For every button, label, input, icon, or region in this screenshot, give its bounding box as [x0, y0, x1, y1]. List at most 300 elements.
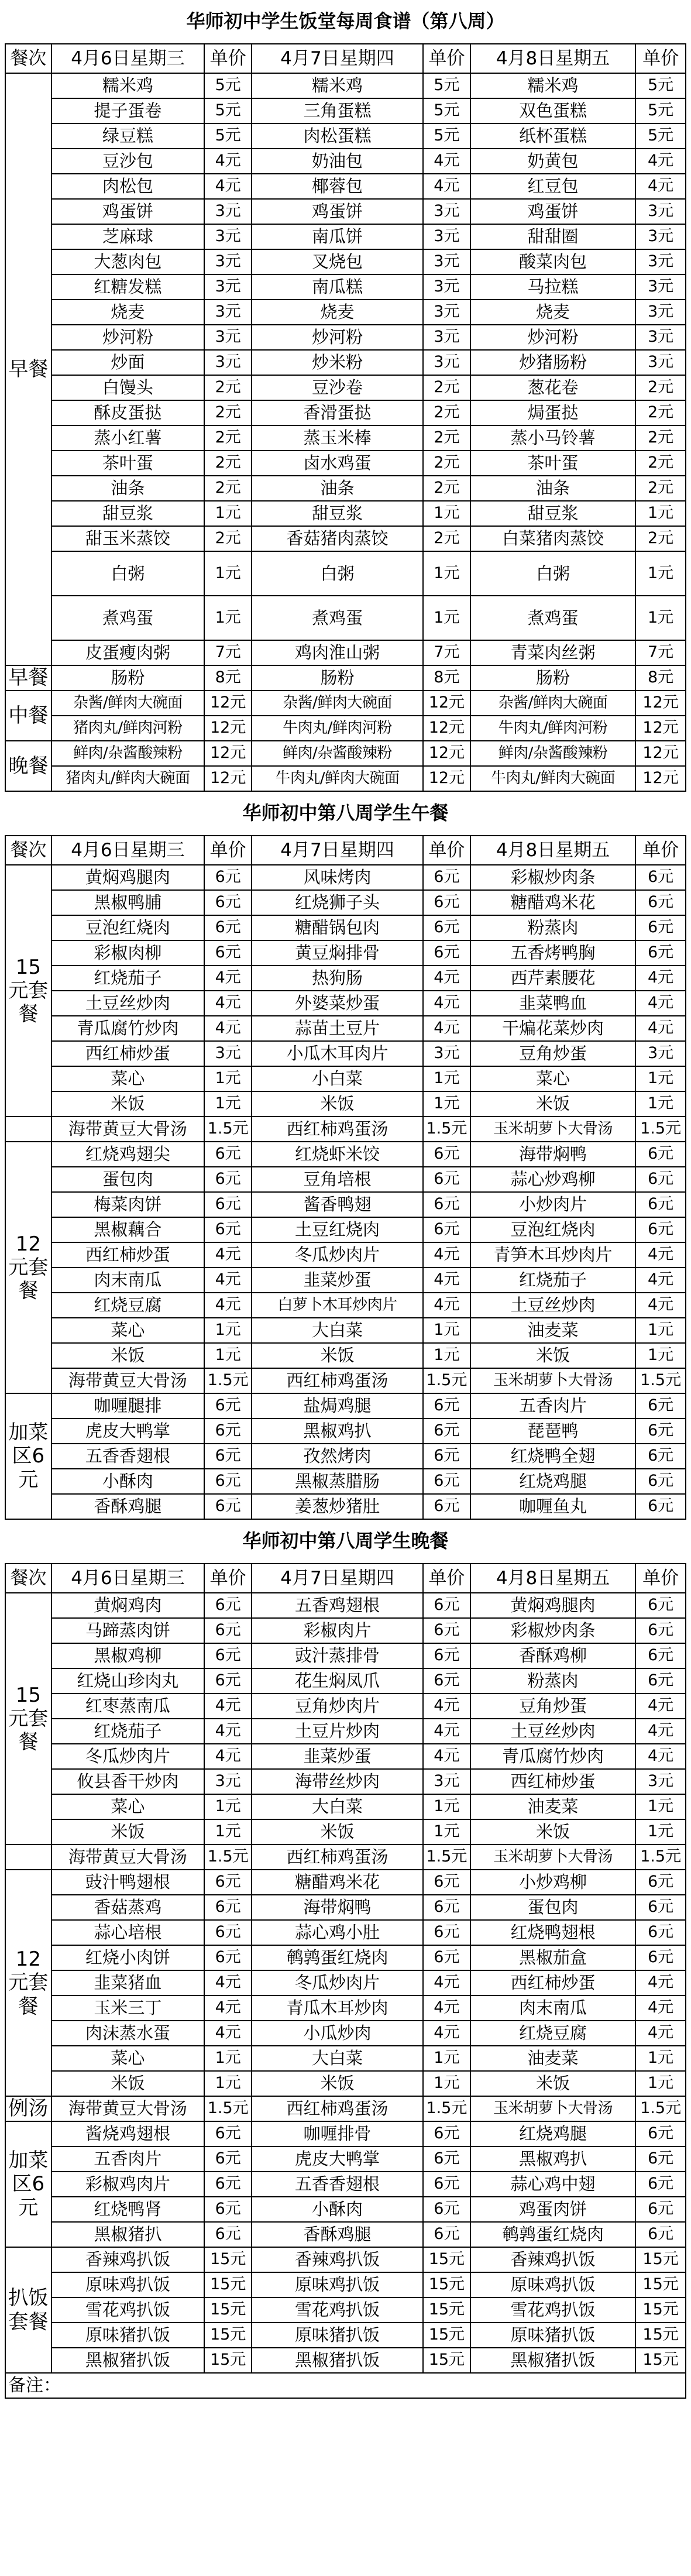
- menu-row: [5, 1945, 686, 1970]
- price-cell: 6元: [204, 1444, 252, 1469]
- price-cell: 6元: [635, 1469, 686, 1494]
- price-header: 单价: [204, 44, 252, 73]
- price-cell: 5元: [423, 98, 470, 123]
- menu-row: [5, 2323, 686, 2348]
- dish-cell: 鸡蛋肉饼: [470, 2197, 635, 2222]
- menu-row: [5, 2297, 686, 2323]
- dish-cell: 海带焖鸭: [470, 1142, 635, 1167]
- menu-row: [5, 991, 686, 1016]
- section-title: 华师初中第八周学生午餐: [242, 802, 449, 825]
- price-cell: 6元: [635, 1668, 686, 1694]
- menu-row: [5, 1643, 686, 1668]
- menu-row: [5, 2071, 686, 2096]
- dish-cell: 白菜猪肉蒸饺: [470, 526, 635, 551]
- meal-category: 早餐: [5, 73, 51, 665]
- price-cell: 3元: [204, 199, 252, 224]
- menu-row: [5, 400, 686, 425]
- dish-cell: 五香香翅根: [252, 2172, 423, 2197]
- dish-cell: 蒸玉米棒: [252, 425, 423, 451]
- price-cell: 6元: [204, 2222, 252, 2247]
- dish-cell: 琵琶鸭: [470, 1418, 635, 1444]
- dish-cell: 炒河粉: [252, 325, 423, 350]
- dish-cell: 鸡蛋饼: [51, 199, 205, 224]
- dish-cell: 韭菜猪血: [51, 1970, 205, 1995]
- dish-cell: 玉米胡萝卜大骨汤: [470, 1845, 635, 1870]
- price-cell: 2元: [635, 476, 686, 501]
- meal-category: 12元套餐: [5, 1870, 51, 2096]
- dish-cell: 葱花卷: [470, 375, 635, 400]
- price-cell: 4元: [204, 991, 252, 1016]
- price-cell: 3元: [635, 249, 686, 274]
- price-cell: 3元: [423, 350, 470, 375]
- price-cell: 6元: [635, 1393, 686, 1418]
- dish-cell: 鸡蛋饼: [470, 199, 635, 224]
- price-header: 单价: [635, 1564, 686, 1593]
- dish-cell: 油条: [470, 476, 635, 501]
- dish-cell: 西红柿鸡蛋汤: [252, 1117, 423, 1142]
- dish-cell: 土豆片炒肉: [252, 1719, 423, 1744]
- meal-category: 晚餐: [5, 741, 51, 791]
- menu-row: [5, 1719, 686, 1744]
- dish-cell: 粉蒸肉: [470, 915, 635, 940]
- section-title-row: [5, 1519, 686, 1564]
- price-cell: 6元: [423, 1895, 470, 1920]
- dish-cell: 焗蛋挞: [470, 400, 635, 425]
- price-cell: 15元: [423, 2297, 470, 2323]
- dish-cell: 西红柿炒蛋: [51, 1242, 205, 1268]
- dish-cell: 彩椒肉柳: [51, 940, 205, 966]
- price-cell: 5元: [204, 123, 252, 149]
- dish-cell: 玉米胡萝卜大骨汤: [470, 1117, 635, 1142]
- dish-cell: 鲜肉/杂酱酸辣粉: [470, 741, 635, 766]
- dish-cell: 红烧鸡翅尖: [51, 1142, 205, 1167]
- price-cell: 6元: [423, 1469, 470, 1494]
- price-cell: 6元: [635, 2172, 686, 2197]
- dish-cell: 米饭: [470, 1819, 635, 1845]
- price-header: 单价: [635, 44, 686, 73]
- price-cell: 6元: [635, 1895, 686, 1920]
- section-title: 华师初中第八周学生晚餐: [242, 1530, 449, 1553]
- price-cell: 1.5元: [204, 2096, 252, 2121]
- price-cell: 4元: [204, 1970, 252, 1995]
- price-cell: 1元: [635, 551, 686, 596]
- dish-cell: 甜豆浆: [252, 501, 423, 526]
- price-cell: 6元: [423, 2222, 470, 2247]
- dish-cell: 肉末南瓜: [470, 1995, 635, 2021]
- menu-row: [5, 1393, 686, 1418]
- menu-row: [5, 1895, 686, 1920]
- date-header: 4月6日星期三: [51, 836, 205, 865]
- dish-cell: 姜葱炒猪肚: [252, 1494, 423, 1519]
- price-cell: 3元: [423, 1769, 470, 1794]
- dish-cell: 红烧虾米饺: [252, 1142, 423, 1167]
- price-cell: 4元: [423, 149, 470, 174]
- dish-cell: 红烧鸡腿: [470, 2121, 635, 2146]
- dish-cell: 红烧鸭全翅: [470, 1444, 635, 1469]
- dish-cell: 猪肉丸/鲜肉河粉: [51, 716, 205, 741]
- price-cell: 4元: [204, 2021, 252, 2046]
- price-cell: 4元: [635, 1293, 686, 1318]
- price-cell: 3元: [204, 249, 252, 274]
- price-cell: 6元: [204, 1192, 252, 1217]
- dish-cell: 炒面: [51, 350, 205, 375]
- menu-row: [5, 526, 686, 551]
- price-cell: 1元: [423, 1318, 470, 1343]
- menu-row: [5, 476, 686, 501]
- price-cell: 6元: [423, 1945, 470, 1970]
- price-header: 单价: [423, 44, 470, 73]
- dish-cell: 青瓜腐竹炒肉: [470, 1744, 635, 1769]
- price-cell: 15元: [635, 2272, 686, 2297]
- dish-cell: 豆角炒蛋: [470, 1041, 635, 1066]
- dish-cell: 酱香鸭翅: [252, 1192, 423, 1217]
- menu-row: [5, 2247, 686, 2272]
- menu-row: [5, 1293, 686, 1318]
- dish-cell: 油麦菜: [470, 2046, 635, 2071]
- menu-row: [5, 1494, 686, 1519]
- menu-row: [5, 1016, 686, 1041]
- menu-row: [5, 691, 686, 716]
- price-cell: 4元: [204, 1995, 252, 2021]
- price-cell: 1元: [635, 501, 686, 526]
- dish-cell: 米饭: [470, 2071, 635, 2096]
- menu-table: [5, 0, 686, 2399]
- price-cell: 6元: [423, 1192, 470, 1217]
- dish-cell: 油条: [51, 476, 205, 501]
- dish-cell: 西红柿鸡蛋汤: [252, 1368, 423, 1393]
- dish-cell: 白馒头: [51, 375, 205, 400]
- price-cell: 2元: [635, 425, 686, 451]
- price-cell: 1元: [204, 1318, 252, 1343]
- price-cell: 12元: [423, 716, 470, 741]
- price-cell: 6元: [204, 1643, 252, 1668]
- dish-cell: 红烧小肉饼: [51, 1945, 205, 1970]
- dish-cell: 小酥肉: [51, 1469, 205, 1494]
- dish-cell: 香酥鸡柳: [470, 1643, 635, 1668]
- dish-cell: 西红柿鸡蛋汤: [252, 1845, 423, 1870]
- section-title-row: [5, 0, 686, 44]
- price-cell: 3元: [204, 325, 252, 350]
- price-cell: 1元: [204, 1819, 252, 1845]
- dish-cell: 盐焗鸡腿: [252, 1393, 423, 1418]
- dish-cell: 小炒鸡柳: [470, 1870, 635, 1895]
- price-cell: 8元: [423, 665, 470, 691]
- dish-cell: 鹌鹑蛋红烧肉: [470, 2222, 635, 2247]
- menu-row: [5, 1066, 686, 1091]
- meal-category: 15元套餐: [5, 865, 51, 1117]
- menu-row: [5, 640, 686, 665]
- menu-row: [5, 2146, 686, 2172]
- dish-cell: 叉烧包: [252, 249, 423, 274]
- price-cell: 6元: [204, 940, 252, 966]
- menu-row: [5, 274, 686, 300]
- price-cell: 6元: [635, 1618, 686, 1643]
- soup-row: [5, 1117, 686, 1142]
- price-cell: 3元: [204, 300, 252, 325]
- menu-row: [5, 2197, 686, 2222]
- dish-cell: 香辣鸡扒饭: [252, 2247, 423, 2272]
- dish-cell: 酱烧鸡翅根: [51, 2121, 205, 2146]
- menu-row: [5, 890, 686, 915]
- price-cell: 4元: [635, 1694, 686, 1719]
- dish-cell: 黄豆焖排骨: [252, 940, 423, 966]
- price-cell: 4元: [423, 1268, 470, 1293]
- dish-cell: 咖喱排骨: [252, 2121, 423, 2146]
- dish-cell: 炒河粉: [51, 325, 205, 350]
- dish-cell: 青菜肉丝粥: [470, 640, 635, 665]
- price-cell: 4元: [423, 2021, 470, 2046]
- price-cell: 6元: [204, 1469, 252, 1494]
- dish-cell: 海带黄豆大骨汤: [51, 1117, 205, 1142]
- dish-cell: 肠粉: [51, 665, 205, 691]
- price-cell: 12元: [423, 741, 470, 766]
- price-cell: 6元: [635, 1418, 686, 1444]
- dish-cell: 煮鸡蛋: [252, 596, 423, 640]
- price-cell: 1元: [423, 501, 470, 526]
- price-cell: 6元: [204, 1895, 252, 1920]
- price-cell: 2元: [204, 526, 252, 551]
- dish-cell: 玉米三丁: [51, 1995, 205, 2021]
- price-cell: 4元: [635, 1242, 686, 1268]
- price-cell: 2元: [204, 476, 252, 501]
- date-header: 4月6日星期三: [51, 1564, 205, 1593]
- price-cell: 4元: [423, 991, 470, 1016]
- price-cell: 6元: [423, 1444, 470, 1469]
- dish-cell: 雪花鸡扒饭: [470, 2297, 635, 2323]
- menu-row: [5, 1444, 686, 1469]
- dish-cell: 鲜肉/杂酱酸辣粉: [51, 741, 205, 766]
- price-cell: 12元: [635, 766, 686, 791]
- dish-cell: 杂酱/鲜肉大碗面: [252, 691, 423, 716]
- dish-cell: 原味鸡扒饭: [51, 2272, 205, 2297]
- menu-row: [5, 1694, 686, 1719]
- dish-cell: 海带丝炒肉: [252, 1769, 423, 1794]
- dish-cell: 黑椒猪扒饭: [470, 2348, 635, 2373]
- price-cell: 6元: [635, 1593, 686, 1618]
- menu-row: [5, 300, 686, 325]
- price-cell: 6元: [423, 2121, 470, 2146]
- dish-cell: 豆沙包: [51, 149, 205, 174]
- price-cell: 12元: [635, 716, 686, 741]
- menu-row: [5, 1794, 686, 1819]
- dish-cell: 煮鸡蛋: [470, 596, 635, 640]
- price-cell: 5元: [635, 123, 686, 149]
- dish-cell: 黑椒蒸腊肠: [252, 1469, 423, 1494]
- dish-cell: 肉沫蒸水蛋: [51, 2021, 205, 2046]
- menu-row: [5, 1593, 686, 1618]
- menu-row: [5, 501, 686, 526]
- note-cell: 备注：: [5, 2373, 686, 2398]
- price-cell: 6元: [423, 2172, 470, 2197]
- dish-cell: 肉松蛋糕: [252, 123, 423, 149]
- dish-cell: 海带黄豆大骨汤: [51, 2096, 205, 2121]
- dish-cell: 黄焖鸡腿肉: [51, 865, 205, 890]
- section-title-row: [5, 791, 686, 836]
- price-cell: 2元: [423, 451, 470, 476]
- dish-cell: 小白菜: [252, 1066, 423, 1091]
- price-cell: 6元: [204, 890, 252, 915]
- dish-cell: 香辣鸡扒饭: [51, 2247, 205, 2272]
- dish-cell: 鲜肉/杂酱酸辣粉: [252, 741, 423, 766]
- meal-category: 早餐: [5, 665, 51, 691]
- dish-cell: 大白菜: [252, 1318, 423, 1343]
- price-cell: 6元: [423, 1668, 470, 1694]
- price-cell: 3元: [423, 274, 470, 300]
- menu-row: [5, 1142, 686, 1167]
- price-cell: 3元: [423, 300, 470, 325]
- dish-cell: 青笋木耳炒肉片: [470, 1242, 635, 1268]
- price-cell: 2元: [423, 526, 470, 551]
- dish-cell: 绿豆糕: [51, 123, 205, 149]
- price-cell: 7元: [635, 640, 686, 665]
- meal-category: 12元套餐: [5, 1142, 51, 1393]
- dish-cell: 黑椒猪扒: [51, 2222, 205, 2247]
- meal-category: 中餐: [5, 691, 51, 741]
- price-cell: 6元: [204, 1167, 252, 1192]
- price-cell: 12元: [204, 766, 252, 791]
- price-cell: 6元: [204, 1418, 252, 1444]
- price-cell: 6元: [635, 1945, 686, 1970]
- price-cell: 2元: [204, 400, 252, 425]
- menu-row: [5, 1418, 686, 1444]
- date-header: 4月7日星期四: [252, 836, 423, 865]
- price-cell: 6元: [204, 1870, 252, 1895]
- menu-row: [5, 1995, 686, 2021]
- price-cell: 6元: [635, 1142, 686, 1167]
- price-cell: 3元: [423, 325, 470, 350]
- menu-row: [5, 1217, 686, 1242]
- dish-cell: 红烧山珍肉丸: [51, 1668, 205, 1694]
- dish-cell: 茶叶蛋: [470, 451, 635, 476]
- dish-cell: 南瓜糕: [252, 274, 423, 300]
- price-cell: 6元: [423, 2146, 470, 2172]
- dish-cell: 攸县香干炒肉: [51, 1769, 205, 1794]
- dish-cell: 肠粉: [470, 665, 635, 691]
- menu-row: [5, 249, 686, 274]
- price-cell: 6元: [423, 890, 470, 915]
- price-cell: 4元: [423, 1293, 470, 1318]
- dish-cell: 牛肉丸/鲜肉大碗面: [252, 766, 423, 791]
- dish-cell: 马拉糕: [470, 274, 635, 300]
- price-cell: 6元: [635, 2222, 686, 2247]
- price-cell: 3元: [635, 300, 686, 325]
- dish-cell: 彩椒肉片: [252, 1618, 423, 1643]
- price-cell: 15元: [423, 2247, 470, 2272]
- dish-cell: 黑椒猪扒饭: [252, 2348, 423, 2373]
- price-cell: 2元: [204, 375, 252, 400]
- price-cell: 15元: [635, 2297, 686, 2323]
- price-cell: 6元: [423, 1870, 470, 1895]
- price-cell: 15元: [204, 2323, 252, 2348]
- dish-cell: 风味烤肉: [252, 865, 423, 890]
- dish-cell: 油条: [252, 476, 423, 501]
- dish-cell: 孜然烤肉: [252, 1444, 423, 1469]
- dish-cell: 甜豆浆: [51, 501, 205, 526]
- dish-cell: 豉汁蒸排骨: [252, 1643, 423, 1668]
- dish-cell: 鸡蛋饼: [252, 199, 423, 224]
- dish-cell: 豉汁鸭翅根: [51, 1870, 205, 1895]
- price-cell: 12元: [204, 716, 252, 741]
- dish-cell: 白萝卜木耳炒肉片: [252, 1293, 423, 1318]
- price-cell: 3元: [635, 1769, 686, 1794]
- price-cell: 3元: [423, 1041, 470, 1066]
- price-cell: 6元: [423, 1167, 470, 1192]
- price-cell: 3元: [635, 274, 686, 300]
- dish-cell: 咖喱腿排: [51, 1393, 205, 1418]
- price-cell: 5元: [204, 98, 252, 123]
- dish-cell: 五香香翅根: [51, 1444, 205, 1469]
- price-cell: 15元: [635, 2348, 686, 2373]
- price-cell: 4元: [423, 1719, 470, 1744]
- price-cell: 4元: [423, 966, 470, 991]
- dish-cell: 黄焖鸡肉: [51, 1593, 205, 1618]
- dish-cell: 黑椒鸡扒: [252, 1418, 423, 1444]
- dish-cell: 西红柿鸡蛋汤: [252, 2096, 423, 2121]
- dish-cell: 香滑蛋挞: [252, 400, 423, 425]
- dish-cell: 小瓜炒肉: [252, 2021, 423, 2046]
- price-cell: 4元: [204, 1268, 252, 1293]
- dish-cell: 土豆红烧肉: [252, 1217, 423, 1242]
- dish-cell: 五香肉片: [51, 2146, 205, 2172]
- dish-cell: 黄焖鸡腿肉: [470, 1593, 635, 1618]
- meal-category: 加菜区6元: [5, 1393, 51, 1519]
- menu-row: [5, 1618, 686, 1643]
- dish-cell: 海带焖鸭: [252, 1895, 423, 1920]
- dish-cell: 黑椒鸡柳: [51, 1643, 205, 1668]
- dish-cell: 大葱肉包: [51, 249, 205, 274]
- price-cell: 6元: [635, 1920, 686, 1945]
- price-cell: 6元: [204, 1668, 252, 1694]
- dish-cell: 咖喱鱼丸: [470, 1494, 635, 1519]
- price-cell: 6元: [423, 1418, 470, 1444]
- menu-row: [5, 1870, 686, 1895]
- price-cell: 1元: [204, 596, 252, 640]
- menu-row: [5, 1041, 686, 1066]
- price-cell: 6元: [635, 2146, 686, 2172]
- dish-cell: 香菇猪肉蒸饺: [252, 526, 423, 551]
- dish-cell: 花生焖凤爪: [252, 1668, 423, 1694]
- price-cell: 6元: [204, 915, 252, 940]
- price-cell: 2元: [635, 451, 686, 476]
- dish-cell: 大白菜: [252, 2046, 423, 2071]
- dish-cell: 红烧茄子: [51, 1719, 205, 1744]
- dish-cell: 马蹄蒸肉饼: [51, 1618, 205, 1643]
- dish-cell: 红烧鸭肾: [51, 2197, 205, 2222]
- empty-cell: [5, 1845, 51, 1870]
- meal-category: 扒饭套餐: [5, 2247, 51, 2373]
- dish-cell: 肠粉: [252, 665, 423, 691]
- price-cell: 7元: [204, 640, 252, 665]
- menu-row: [5, 766, 686, 791]
- menu-row: [5, 1268, 686, 1293]
- dish-cell: 土豆丝炒肉: [470, 1293, 635, 1318]
- price-header: 单价: [204, 1564, 252, 1593]
- dish-cell: 热狗肠: [252, 966, 423, 991]
- price-cell: 6元: [423, 2197, 470, 2222]
- dish-cell: 海带黄豆大骨汤: [51, 1845, 205, 1870]
- price-cell: 1.5元: [635, 1845, 686, 1870]
- dish-cell: 青瓜腐竹炒肉: [51, 1016, 205, 1041]
- price-cell: 6元: [204, 1945, 252, 1970]
- menu-row: [5, 741, 686, 766]
- dish-cell: 西红柿炒蛋: [51, 1041, 205, 1066]
- dish-cell: 椰蓉包: [252, 174, 423, 199]
- dish-cell: 猪肉丸/鲜肉大碗面: [51, 766, 205, 791]
- price-cell: 2元: [423, 375, 470, 400]
- dish-cell: 五香肉片: [470, 1393, 635, 1418]
- price-cell: 6元: [635, 1870, 686, 1895]
- dish-cell: 韭菜炒蛋: [252, 1744, 423, 1769]
